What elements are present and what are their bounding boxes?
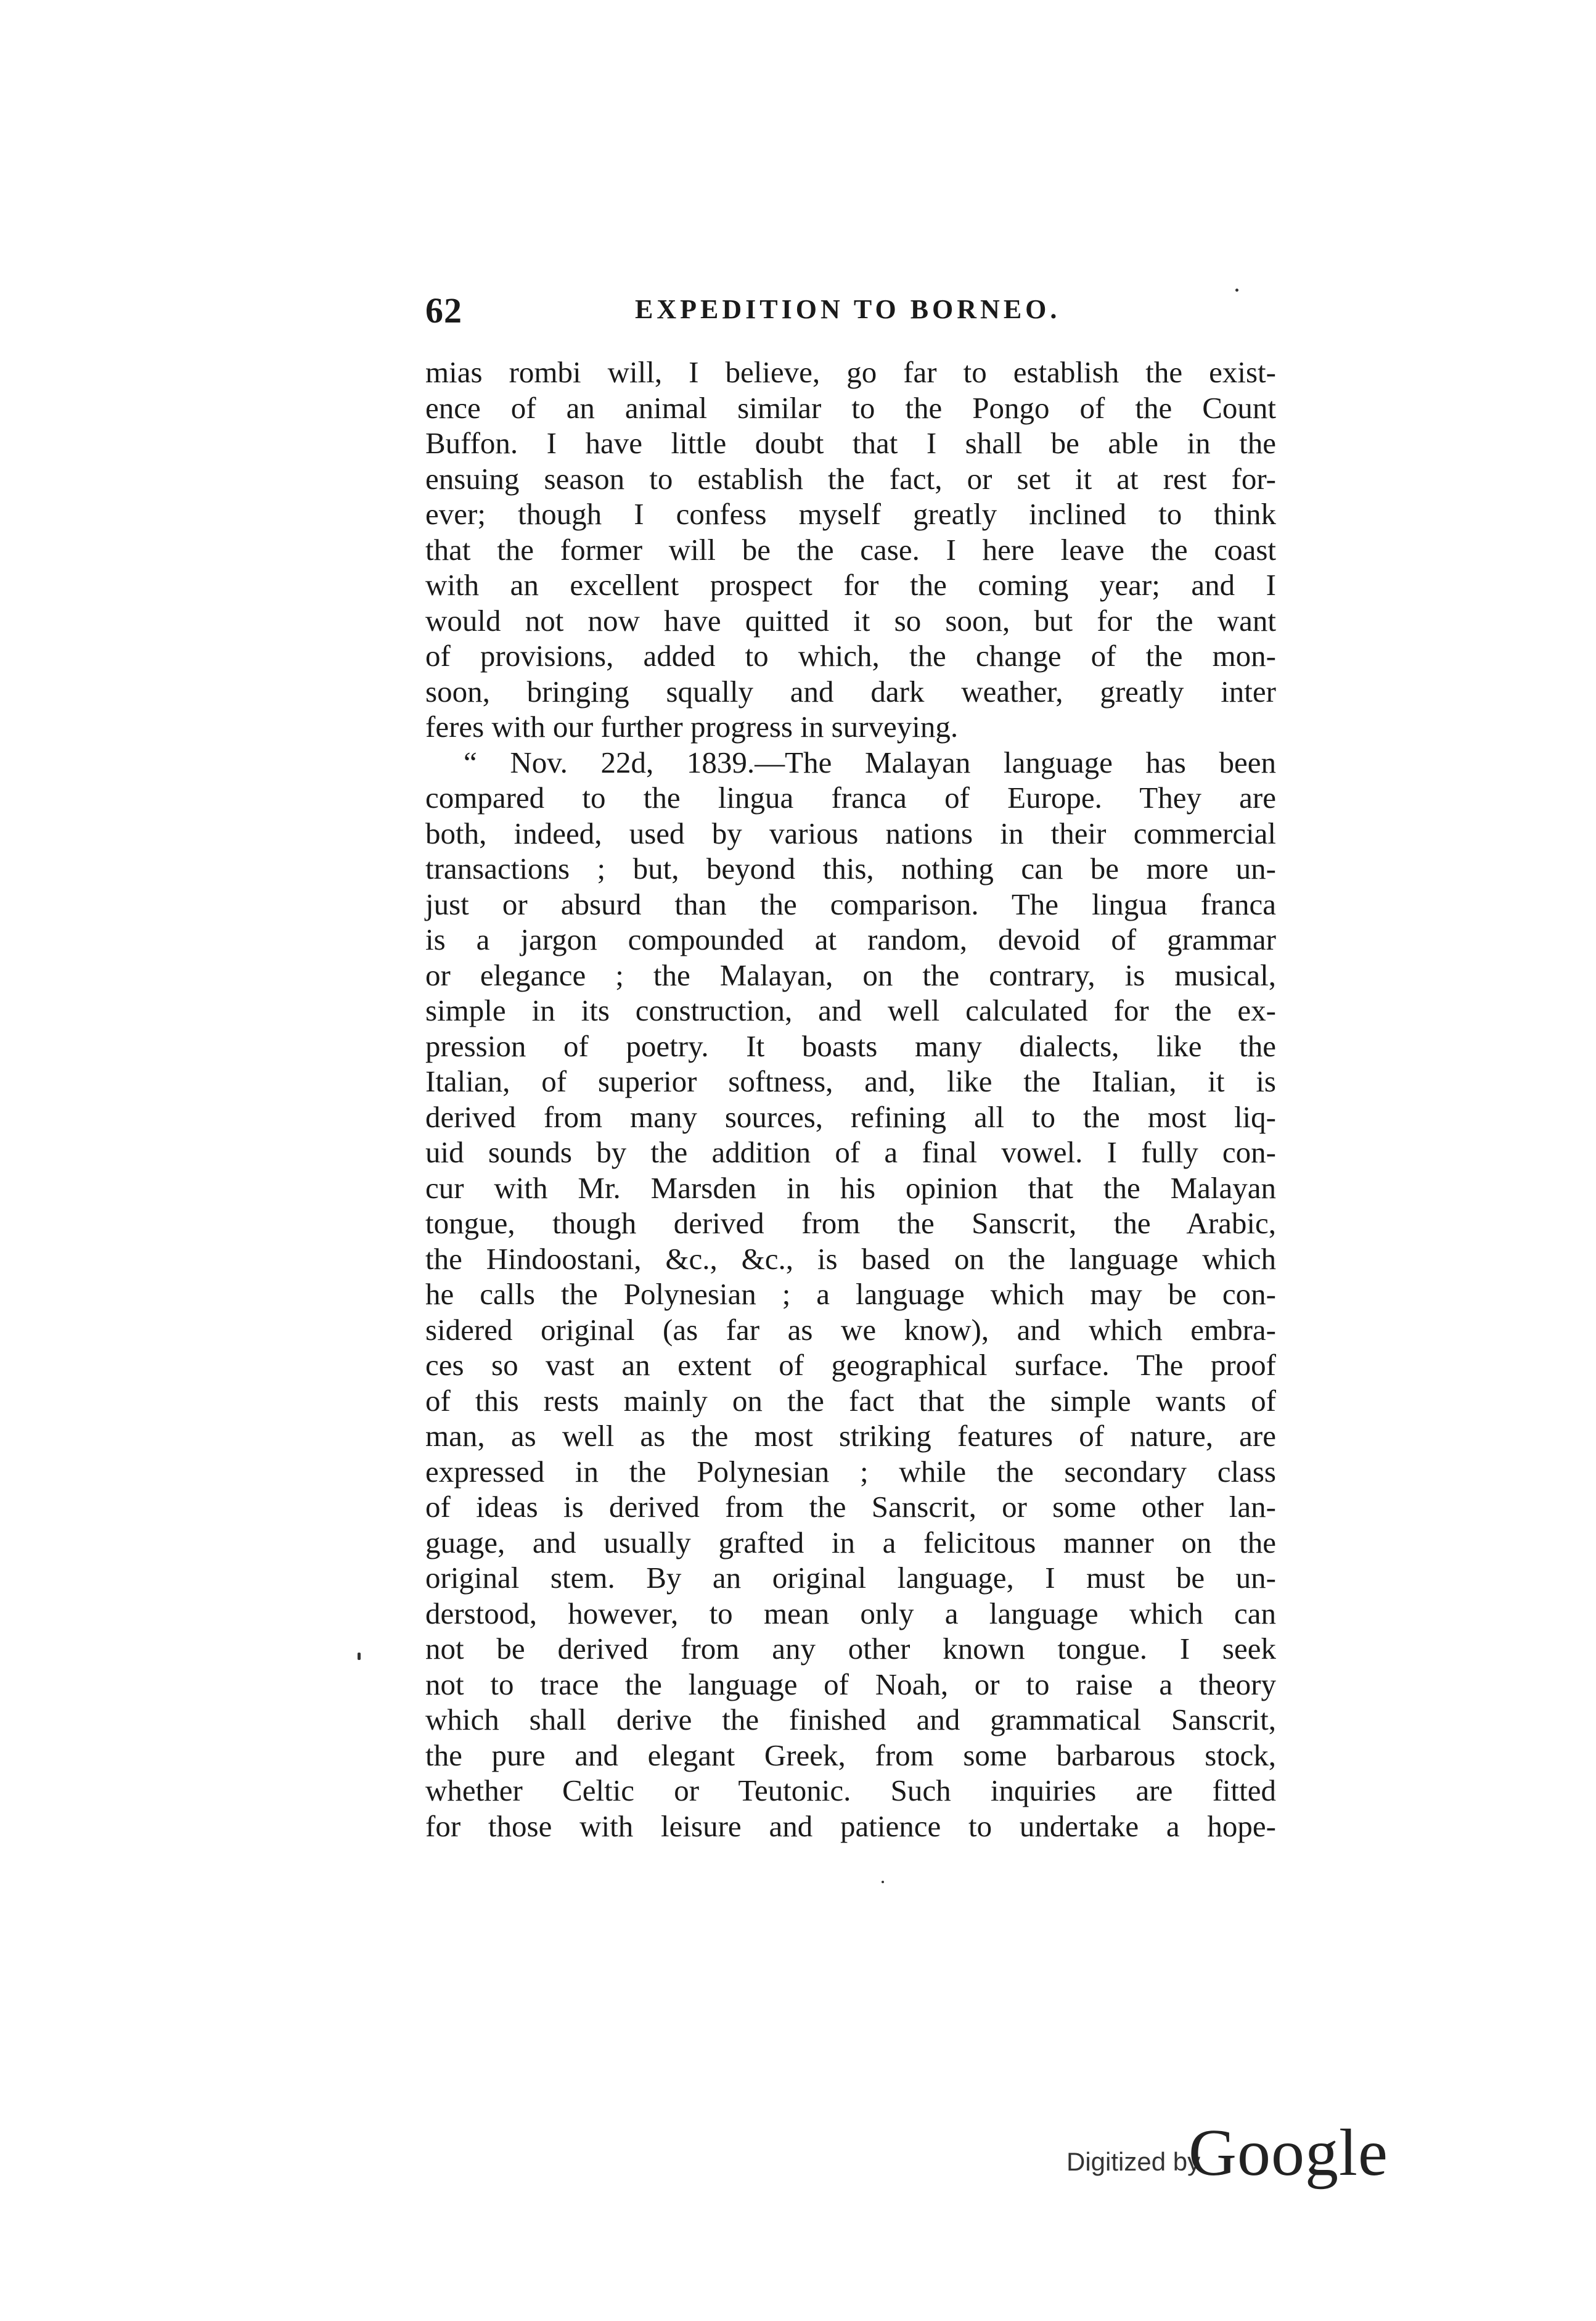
text-line: transactions ; but, beyond this, nothing can be more un- bbox=[425, 852, 1276, 885]
text-line: uid sounds by the addition of a final vowel. I fully con- bbox=[425, 1135, 1276, 1169]
text-line: expressed in the Polynesian ; while the secondary class bbox=[425, 1454, 1276, 1489]
text-line: is a jargon compounded at random, devoid of grammar bbox=[425, 922, 1276, 956]
text-line: derstood, however, to mean only a language which can bbox=[425, 1596, 1276, 1630]
text-line: Buffon. I have little doubt that I shall be able in the bbox=[425, 426, 1276, 460]
text-line: soon, bringing squally and dark weather, greatly inter bbox=[425, 674, 1276, 709]
running-header bbox=[425, 290, 1276, 333]
digitization-watermark bbox=[1066, 2115, 1412, 2189]
text-line: of provisions, added to which, the change of the mon- bbox=[425, 639, 1276, 673]
text-line: with an excellent prospect for the coming year; and I bbox=[425, 568, 1276, 602]
text-line: of ideas is derived from the Sanscrit, or some other lan- bbox=[425, 1490, 1276, 1524]
page-number: 62 bbox=[425, 290, 462, 331]
google-logo: Google bbox=[1189, 2116, 1388, 2190]
text-line: feres with our further progress in surveying. bbox=[425, 710, 959, 744]
text-line: mias rombi will, I believe, go far to establish the exist- bbox=[425, 355, 1276, 389]
text-line: guage, and usually grafted in a felicitous manner on the bbox=[425, 1525, 1276, 1559]
running-title: EXPEDITION TO BORNEO. bbox=[635, 294, 1061, 324]
text-line: pression of poetry. It boasts many dialects, like the bbox=[425, 1029, 1276, 1063]
text-line: which shall derive the finished and grammatical Sanscrit, bbox=[425, 1703, 1276, 1736]
text-line: cur with Mr. Marsden in his opinion that the Malayan bbox=[425, 1170, 1276, 1205]
text-line: ence of an animal similar to the Pongo of the Count bbox=[425, 390, 1276, 425]
digitized-by-label: Digitized by bbox=[1066, 2147, 1201, 2176]
text-line: he calls the Polynesian ; a language which may be con- bbox=[425, 1277, 1276, 1311]
text-line: for those with leisure and patience to undertake a hope- bbox=[425, 1809, 1276, 1843]
text-line: derived from many sources, refining all to the most liq- bbox=[425, 1099, 1276, 1134]
text-line: just or absurd than the comparison. The lingua franca bbox=[425, 887, 1276, 921]
text-line: whether Celtic or Teutonic. Such inquiries are fitted bbox=[425, 1773, 1276, 1807]
ink-speck bbox=[1235, 289, 1238, 292]
text-line: the pure and elegant Greek, from some barbarous stock, bbox=[425, 1738, 1276, 1772]
text-line: man, as well as the most striking features of nature, are bbox=[425, 1419, 1276, 1453]
text-line: would not now have quitted it so soon, but for the want bbox=[425, 603, 1276, 638]
text-line: that the former will be the case. I here leave the coast bbox=[425, 532, 1276, 567]
text-line: “ Nov. 22d, 1839.—The Malayan language has been bbox=[464, 745, 1276, 779]
text-line: ces so vast an extent of geographical surface. The proof bbox=[425, 1348, 1276, 1382]
text-line: both, indeed, used by various nations in their commercial bbox=[425, 816, 1276, 850]
text-line: not be derived from any other known tongue. I seek bbox=[425, 1632, 1276, 1666]
ink-speck bbox=[882, 1881, 884, 1883]
text-line: Italian, of superior softness, and, like the Italian, it is bbox=[425, 1064, 1276, 1098]
text-line: or elegance ; the Malayan, on the contrary, is musical, bbox=[425, 958, 1276, 992]
text-line: not to trace the language of Noah, or to raise a theory bbox=[425, 1667, 1276, 1701]
text-line: tongue, though derived from the Sanscrit, the Arabic, bbox=[425, 1206, 1276, 1240]
text-line: ensuing season to establish the fact, or set it at rest for- bbox=[425, 461, 1276, 496]
text-line: compared to the lingua franca of Europe. They are bbox=[425, 781, 1276, 815]
body-text bbox=[425, 355, 1276, 1844]
text-line: ever; though I confess myself greatly inclined to think bbox=[425, 497, 1276, 531]
text-line: sidered original (as far as we know), and which embra- bbox=[425, 1312, 1276, 1347]
text-line: simple in its construction, and well calculated for the ex- bbox=[425, 993, 1276, 1027]
text-line: original stem. By an original language, I must be un- bbox=[425, 1561, 1276, 1595]
text-line: of this rests mainly on the fact that the simple wants of bbox=[425, 1383, 1276, 1418]
text-line: the Hindoostani, &c., &c., is based on the language which bbox=[425, 1241, 1276, 1276]
ink-speck bbox=[358, 1653, 361, 1660]
